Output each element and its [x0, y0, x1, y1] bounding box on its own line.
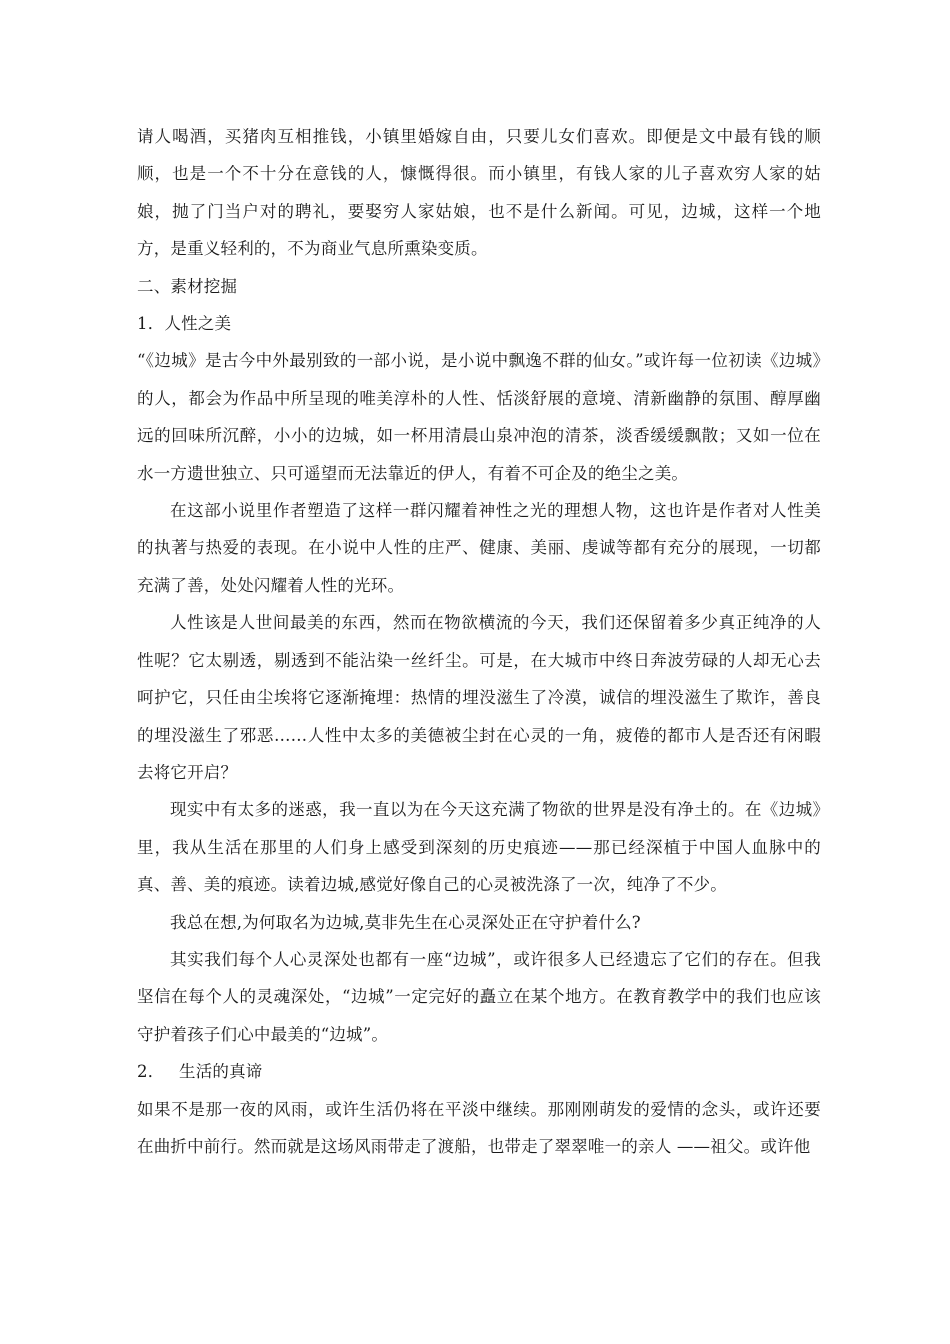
- section-heading: 二、素材挖掘: [137, 276, 238, 296]
- subheading-2-number: 2．: [137, 1062, 165, 1082]
- document-body: [137, 118, 821, 1165]
- paragraph-6: 其实我们每个人心灵深处也都有一座“边城”，或许很多人已经遗忘了它们的存在。但我坚信在每个人的灵魂深处，“边城”一定完好的矗立在某个地方。在教育教学中的我们也应该守护着孩子们心中最美的“边城”。: [137, 949, 821, 1044]
- paragraph-5: 我总在想,为何取名为边城,莫非先生在心灵深处正在守护着什么?: [170, 912, 641, 932]
- paragraph-intro: 请人喝酒，买猪肉互相推钱，小镇里婚嫁自由，只要儿女们喜欢。即便是文中最有钱的顺顺，也是一个不十分在意钱的人，慷慨得很。而小镇里，有钱人家的儿子喜欢穷人家的姑娘，抛了门当户对的聘礼，要娶穷人家姑娘，也不是什么新闻。可见，边城，这样一个地方，是重义轻利的，不为商业气息所熏染变质。: [137, 127, 821, 259]
- subheading-2: [137, 1053, 821, 1090]
- subheading-1-title: 人性之美: [164, 314, 232, 334]
- paragraph-4: 现实中有太多的迷惑，我一直以为在今天这充满了物欲的世界是没有净土的。在《边城》里，我从生活在那里的人们身上感受到深刻的历史痕迹——那已经深植于中国人血脉中的真、善、美的痕迹。读着边城,感觉好像自己的心灵被洗涤了一次，纯净了不少。: [137, 800, 821, 895]
- subheading-1: [137, 305, 821, 342]
- paragraph-2: 在这部小说里作者塑造了这样一群闪耀着神性之光的理想人物，这也许是作者对人性美的执著与热爱的表现。在小说中人性的庄严、健康、美丽、虔诚等都有充分的展现，一切都充满了善，处处闪耀着人性的光环。: [137, 501, 821, 595]
- paragraph-3: 人性该是人世间最美的东西，然而在物欲横流的今天，我们还保留着多少真正纯净的人性呢？它太剔透，剔透到不能沾染一丝纤尘。可是，在大城市中终日奔波劳碌的人却无心去呵护它，只任由尘埃将它逐渐掩埋：热情的埋没滋生了冷漠，诚信的埋没滋生了欺诈，善良的埋没滋生了邪恶……人性中太多的美德被尘封在心灵的一角，疲倦的都市人是否还有闲暇去将它开启？: [137, 613, 821, 782]
- paragraph-1: “《边城》是古今中外最别致的一部小说，是小说中飘逸不群的仙女。”或许每一位初读《边城》的人，都会为作品中所呈现的唯美淳朴的人性、恬淡舒展的意境、清新幽静的氛围、醇厚幽远的回味所沉醉，小小的边城，如一杯用清晨山泉冲泡的清茶，淡香缓缓飘散；又如一位在水一方遗世独立、只可遥望而无法靠近的伊人，有着不可企及的绝尘之美。: [137, 351, 821, 483]
- paragraph-7: 如果不是那一夜的风雨，或许生活仍将在平淡中继续。那刚刚萌发的爱情的念头，或许还要在曲折中前行。然而就是这场风雨带走了渡船，也带走了翠翠唯一的亲人 ——祖父。或许他: [137, 1099, 821, 1156]
- subheading-1-number: 1．: [137, 314, 165, 334]
- subheading-2-title: 生活的真谛: [179, 1062, 263, 1082]
